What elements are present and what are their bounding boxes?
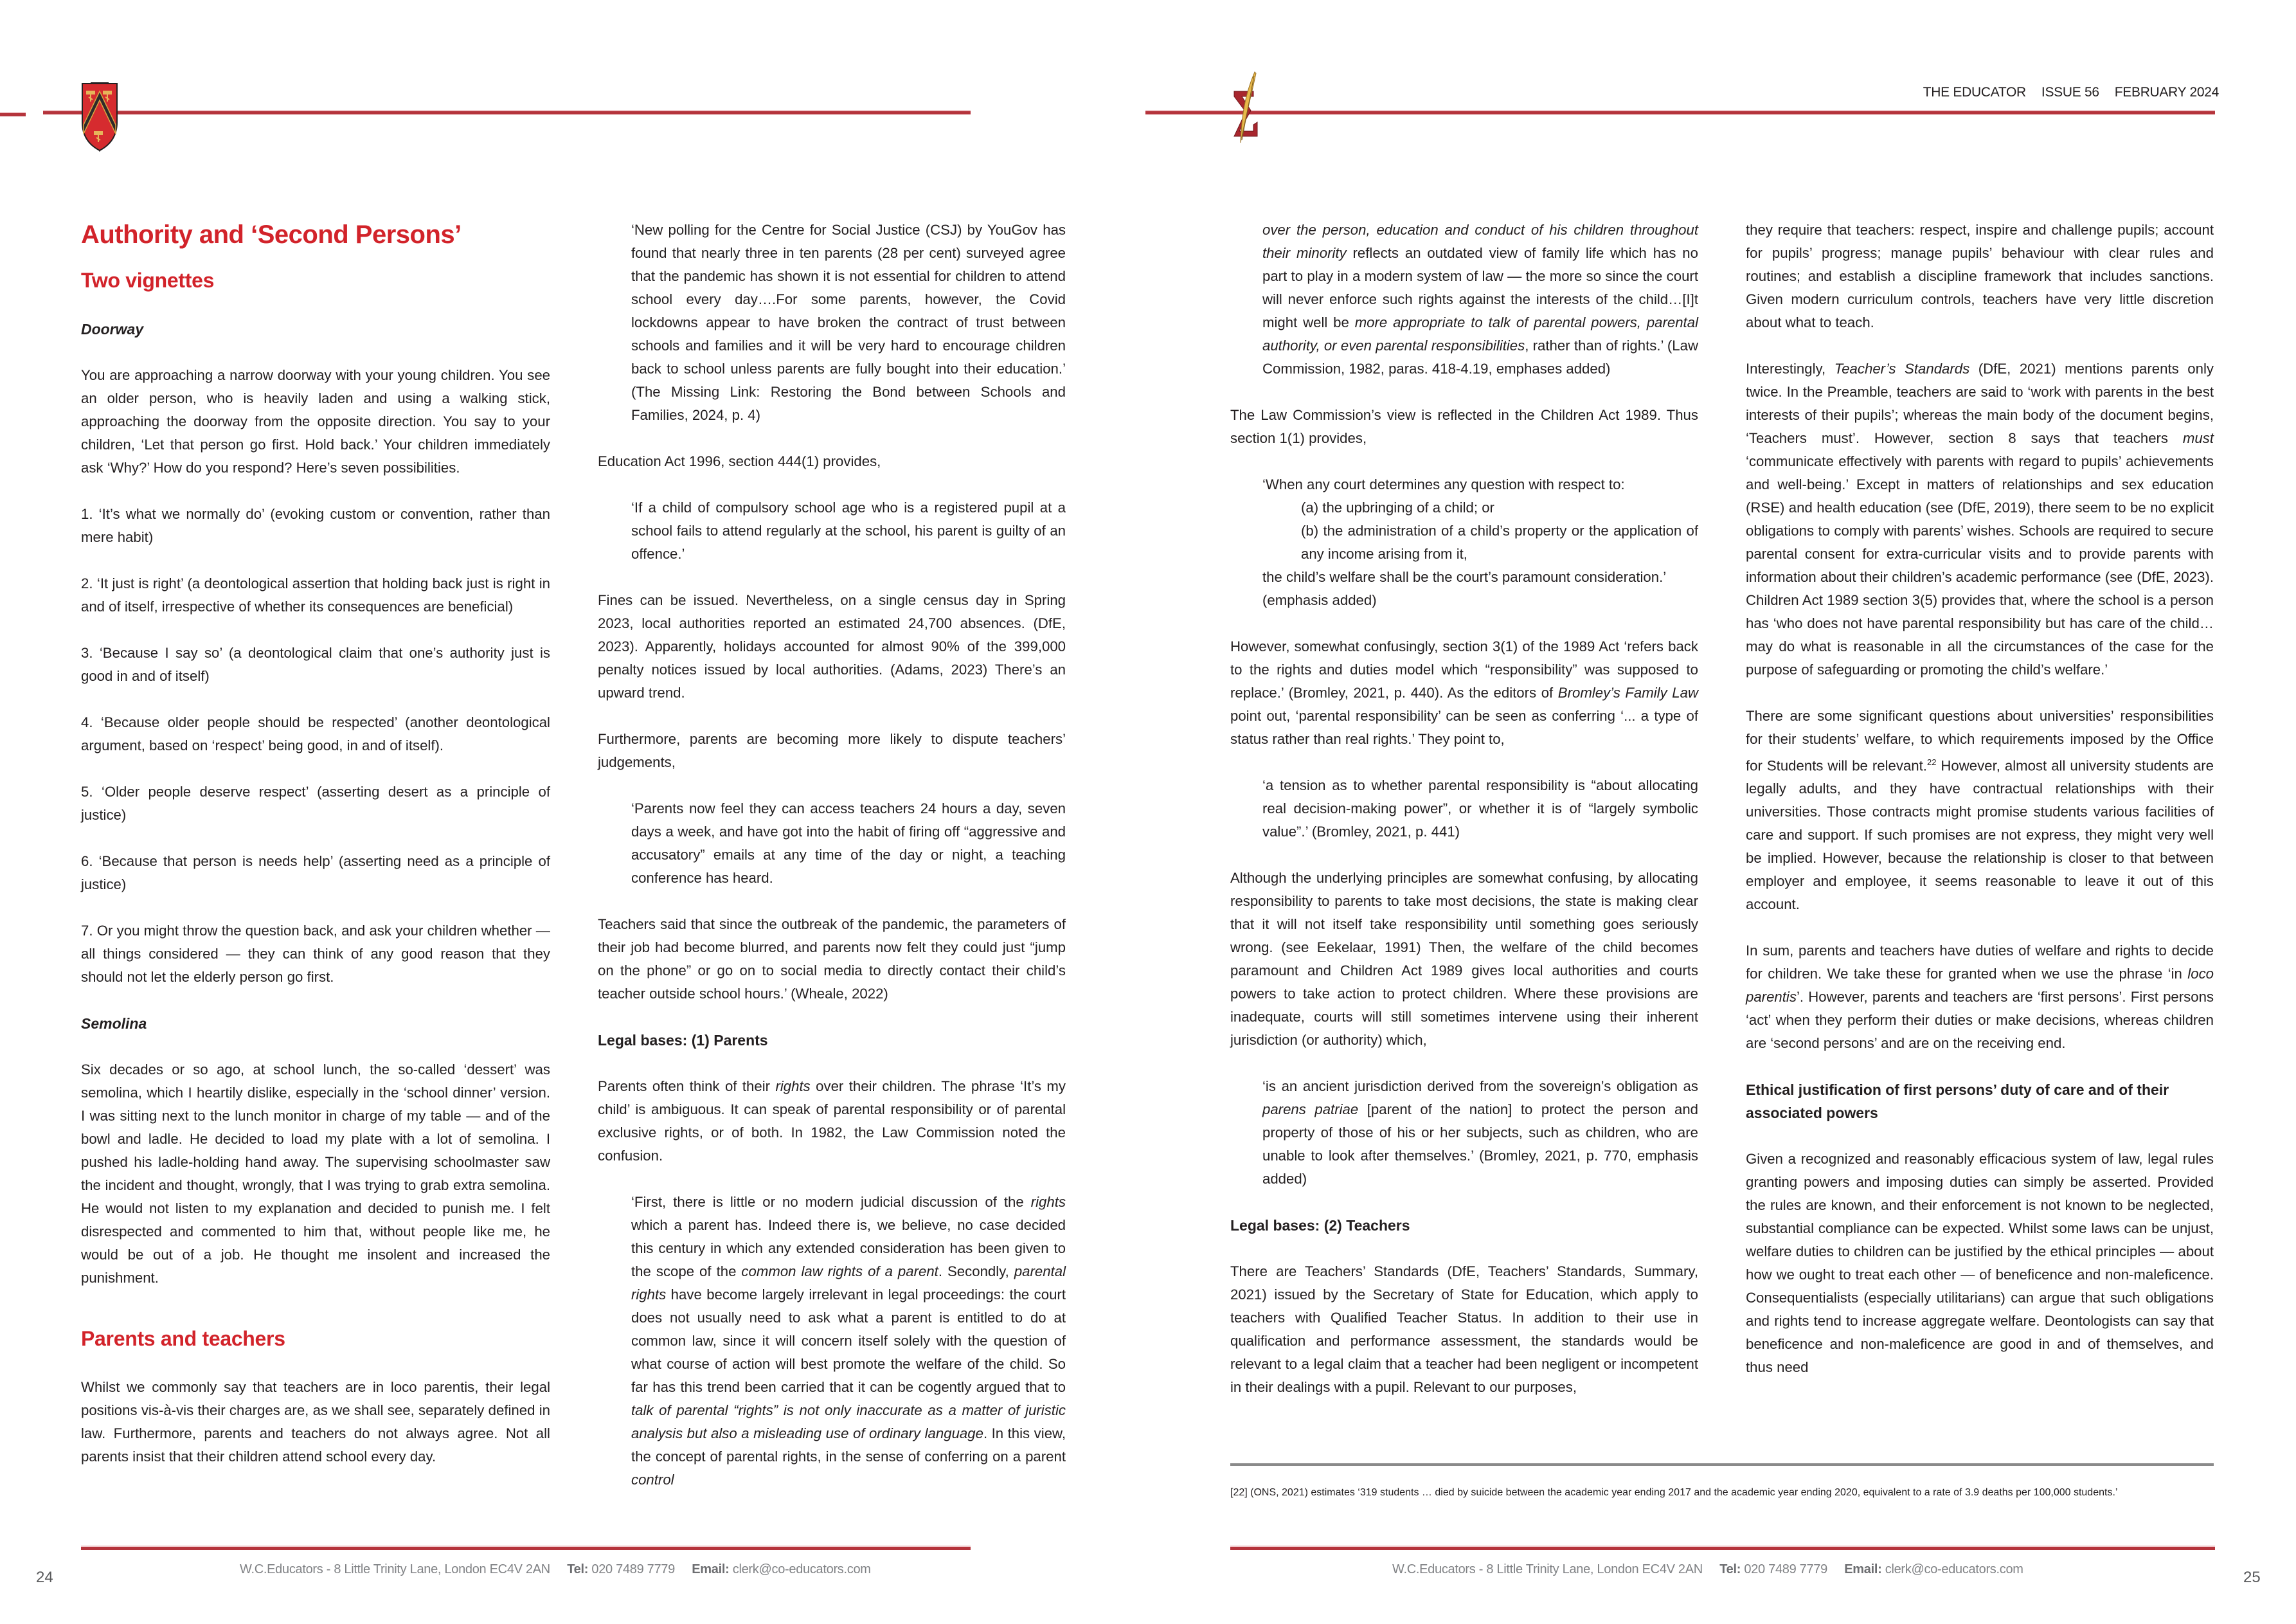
text: However, somewhat confusingly, section 3(1) of the 1989 Act ‘refers back to the rights and duties model which “responsibility” was supposed to replace.’ (Bromley, 2021, p. 440). As the editors of (1230, 638, 1698, 701)
quote-law-commission (598, 1191, 1066, 1492)
header-rule-right (1145, 111, 2215, 114)
header-rule-left-stub (0, 113, 26, 116)
law-commission-view: The Law Commission’s view is reflected in the Children Act 1989. Thus section 1(1) provides, (1230, 407, 1698, 446)
text: (DfE, 2021) mentions parents only twice. In the Preamble, teachers are said to ‘work with parents in the best interests of their pupils’; whereas the main body of the document begins, ‘Teachers must’. However, section 8 says that teachers (1746, 361, 2214, 446)
text: point out, ‘parental responsibility’ can be seen as conferring ‘... a type of status rather than real rights.’ They point to, (1230, 708, 1698, 747)
although-paragraph: Although the underlying principles are somewhat confusing, by allocating responsibility to parents to take most decisions, the state is making clear that it will not itself take responsibility until something goes seriously wrong. (see Eekelaar, 1991) Then, the welfare of the child becomes paramount and Children Act 1989 gives local authorities and courts powers to take action to protect children. Where these provisions are inadequate, courts will still sometimes intervene using their inherent jurisdiction (or authority) which, (1230, 870, 1698, 1048)
subheading-doorway: Doorway (81, 321, 144, 338)
text: reflects an outdated view of family life which has no part to play in a modern system of law — the more so since the court will never enforce such rights against the interests of the child…[I]t might well be (1262, 245, 1698, 330)
doorway-item-4: 4. ‘Because older people should be respected’ (another deontological argument, based on ‘respect’ being good, in and of itself). (81, 714, 550, 753)
semolina-text: Six decades or so ago, at school lunch, the so-called ‘dessert’ was semolina, which I heartily dislike, especially in the ‘school dinner’ version. I was sitting next to the lunch monitor in charge of my table — and of the bowl and ladle. He decided to load my plate with a lot of semolina. I pushed his ladle-holding hand away. The supervising schoolmaster saw the incident and thought, wrongly, that I was trying to grab extra semolina. He would not listen to my explanation and decided to punish me. I felt disrespected and commented to him that, without people like me, he would be out of a job. He thought me insolent and increased the punishment. (81, 1061, 550, 1286)
emphasis: control (631, 1472, 674, 1488)
section-heading-two-vignettes: Two vignettes (81, 269, 215, 292)
text: ‘First, there is little or no modern judicial discussion of the (631, 1194, 1031, 1210)
quote-tension: ‘a tension as to whether parental responsibility is “about allocating real decision-making power”, or whether it is of “largely symbolic value”.’ (Bromley, 2021, p. 441) (1262, 777, 1698, 840)
quote-parents-access: ‘Parents now feel they can access teachers 24 hours a day, seven days a week, and have got into the habit of firing off “aggressive and accusatory” emails at any time of the day or night, a teaching conference has heard. (631, 800, 1066, 886)
text: However, almost all university students are legally adults, and they have contractual relationships with their universities. Those contracts might promise students various facilities of care and support. If such promises are not express, they might very well be implied. However, because the relationship is closer to that between employer and employee, it seems reasonable to leave it out of this account. (1746, 757, 2214, 913)
quote-law-commission-cont (1230, 219, 1698, 381)
emphasis: rights (1030, 1194, 1066, 1210)
footnote-ref-22[interactable]: 22 (1926, 757, 1937, 767)
column-4 (1746, 219, 2214, 1402)
column-3 (1230, 219, 1698, 1422)
emphasis: more appropriate to talk of parental powers, parental authority, or even parental responsibilities (1262, 314, 1698, 354)
footer-email-label: Email: (1844, 1562, 1882, 1576)
heading-legal-bases-teachers: Legal bases: (2) Teachers (1230, 1217, 1410, 1234)
text: ’. However, parents and teachers are ‘first persons’. First persons ‘act’ when they perform their duties or make decisions, whereas children are ‘second persons’ and are on the receiving end. (1746, 989, 2214, 1052)
doorway-item-6: 6. ‘Because that person is needs help’ (asserting need as a principle of justice) (81, 853, 550, 892)
footer-address: W.C.Educators - 8 Little Trinity Lane, London EC4V 2AN (240, 1562, 550, 1576)
text: Interestingly, (1746, 361, 1834, 377)
universities-paragraph (1746, 705, 2214, 916)
text: Parents often think of their (598, 1078, 776, 1094)
doorway-item-5: 5. ‘Older people deserve respect’ (asserting desert as a principle of justice) (81, 784, 550, 823)
given-paragraph: Given a recognized and reasonably efficacious system of law, legal rules granting powers and imposing duties can simply be asserted. Provided the rules are known, and their enforcement is not known to be neglected, substantial compliance can be expected. Whilst some laws can be unjust, welfare duties to children can be justified by the ethical principles — about how we ought to treat each other — of beneficence and non-maleficence. Consequentialists (especially utilitarians) can argue that such obligations and rights tend to increase aggregate welfare. Deontologists can say that beneficence and non-maleficence are good in and of themselves, and thus need (1746, 1151, 2214, 1376)
footer-rule-left (81, 1547, 971, 1550)
emphasis: must (2182, 430, 2214, 446)
emphasis: parental rights (631, 1263, 1066, 1303)
fines-paragraph: Fines can be issued. Nevertheless, on a single census day in Spring 2023, local authorities reported an estimated 24,700 absences. (DfE, 2023). Apparently, holidays accounted for almost 90% of the 399,000 penalty notices issued by local authorities. (Adams, 2023) There’s an upward trend. (598, 592, 1066, 701)
text: In sum, parents and teachers have duties of welfare and rights to decide for children. We take these for granted when we use the phrase ‘in (1746, 943, 2214, 982)
section-1-intro: ‘When any court determines any question with respect to: (1262, 476, 1625, 492)
footnote-divider (1230, 1463, 2214, 1466)
text: [parent of the nation] to protect the person and property of those of his or her subjects, such as children, who are unable to look after themselves.’ (Bromley, 2021, p. 770, emphasis added) (1262, 1101, 1698, 1187)
page-number-left: 24 (36, 1569, 53, 1586)
text: which a parent has. Indeed there is, we believe, no case decided this century in which any extended consideration has been given to the scope of the (631, 1217, 1066, 1279)
footer-tel: 020 7489 7779 (591, 1562, 675, 1576)
column-1 (81, 219, 550, 1492)
emphasis: common law rights of a parent (741, 1263, 938, 1279)
text: , rather than of rights.’ (Law Commission, 1982, paras. 418-4.19, emphases added) (1262, 338, 1698, 377)
parents-teachers-intro: Whilst we commonly say that teachers are in loco parentis, their legal positions vis-à-vis their charges are, as we shall see, separately defined in law. Furthermore, parents and teachers do not always agree. Not all parents insist that their children attend school every day. (81, 1379, 550, 1465)
masthead (1923, 85, 2219, 100)
in-sum-paragraph (1746, 939, 2214, 1055)
article-title: Authority and ‘Second Persons’ (81, 221, 462, 249)
footer-tel-label: Tel: (1719, 1562, 1741, 1576)
emphasis: loco parentis (1746, 966, 2214, 1006)
require-paragraph: they require that teachers: respect, inspire and challenge pupils; account for pupils’ progress; manage pupils’ behaviour with clear rules and routines; and establish a discipline framework that includes sanctions. Given modern curriculum controls, teachers have very little discretion about what to teach. (1746, 222, 2214, 330)
quote-ancient-jurisdiction (1230, 1075, 1698, 1191)
section-1-item-b: (b) the administration of a child’s property or the application of any income arising from it, (1301, 523, 1698, 562)
footer-tel-label: Tel: (567, 1562, 589, 1576)
footnote-22: [22] (ONS, 2021) estimates ‘319 students … died by suicide between the academic year ending 2017 and the academic year ending 2020, equivalent to a rate of 3.9 deaths per 100,000 students.’ (1230, 1487, 2118, 1498)
footer-tel: 020 7489 7779 (1744, 1562, 1827, 1576)
text: . Secondly, (938, 1263, 1014, 1279)
teachers-said-paragraph: Teachers said that since the outbreak of the pandemic, the parameters of their job had become blurred, and parents now felt they could just “jump on the phone” or go on to social media to directly contact their child’s teacher outside school hours.’ (Wheale, 2022) (598, 916, 1066, 1002)
education-act-intro: Education Act 1996, section 444(1) provides, (598, 453, 881, 469)
text: . In this view, the concept of parental rights, in the sense of conferring on a parent (631, 1425, 1066, 1465)
section-1-item-a: (a) the upbringing of a child; or (1301, 500, 1494, 516)
subheading-semolina: Semolina (81, 1015, 147, 1032)
heading-legal-bases-parents: Legal bases: (1) Parents (598, 1032, 768, 1049)
header-rule-left (43, 111, 971, 114)
text: There are some significant questions about universities’ responsibilities for their students’ welfare, to which requirements imposed by the Office for Students will be relevant. (1746, 708, 2214, 774)
column-2 (598, 219, 1066, 1515)
footer-email-link[interactable]: clerk@co-educators.com (1885, 1562, 2023, 1576)
doorway-item-7: 7. Or you might throw the question back, and ask your children whether — all things considered — they can think of any good reason that they should not let the elderly person go first. (81, 923, 550, 985)
text: over their children. The phrase ‘It’s my child’ is ambiguous. It can speak of parental responsibility or of parental exclusive rights, or of both. In 1982, the Law Commission noted the confusion. (598, 1078, 1066, 1164)
issue-number: ISSUE 56 (2041, 85, 2099, 100)
footer-address: W.C.Educators - 8 Little Trinity Lane, London EC4V 2AN (1392, 1562, 1703, 1576)
footer-email-label: Email: (692, 1562, 730, 1576)
doorway-item-1: 1. ‘It’s what we normally do’ (evoking custom or convention, rather than mere habit) (81, 506, 550, 545)
text: have become largely irrelevant in legal proceedings: the court does not usually need to ask what a parent is entitled to do at common law, since it will concern itself solely with the question of what course of action will best promote the welfare of the child. So far has this trend been carried that it can be cogently argued that to (631, 1286, 1066, 1395)
text: ‘communicate effectively with parents with regard to pupils’ achievements and well-being.’ Except in matters of relationships and sex education (RSE) and health education (see (DfE, 2019), there seem to be no explicit obligations to comply with parents’ wishes. Schools are required to secure parental consent for extra-curricular visits and to provide parents with information about their children’s academic performance (see (DfE, 2023). Children Act 1989 section 3(5) provides that, where the school is a person has ‘who does not have parental responsibility but has care of the child…may do what is reasonable in all the circumstances of the case for the purpose of safeguarding or promoting the child’s welfare.’ (1746, 453, 2214, 678)
doorway-item-3: 3. ‘Because I say so’ (a deontological claim that one’s authority just is good in and of itself) (81, 645, 550, 684)
section-1-end: the child’s welfare shall be the court’s paramount consideration.’ (1262, 569, 1667, 585)
publication-name: THE EDUCATOR (1923, 85, 2026, 100)
interestingly-paragraph (1746, 357, 2214, 681)
emphasis: over the person, education and conduct of his children throughout their minority (1262, 222, 1698, 261)
section-1-note: (emphasis added) (1262, 592, 1377, 608)
text: ‘is an ancient jurisdiction derived from the sovereign’s obligation as (1262, 1078, 1698, 1094)
teachers-standards-paragraph: There are Teachers’ Standards (DfE, Teachers’ Standards, Summary, 2021) issued by the Secretary of State for Education, which apply to teachers with Qualified Teacher Status. In addition to their use in qualification and performance assessment, the standards would be relevant to a legal claim that a teacher had been negligent or incompetent in their dealings with a pupil. Relevant to our purposes, (1230, 1263, 1698, 1395)
section-heading-parents-teachers: Parents and teachers (81, 1327, 285, 1350)
quote-csj: ‘New polling for the Centre for Social Justice (CSJ) by YouGov has found that nearly three in ten parents (28 per cent) surveyed agree that the pandemic has shown it is not essential for children to attend school every day….For some parents, however, the Covid lockdowns appear to have broken the contract of trust between schools and families and it will be very hard to encourage children back to school unless parents are fully bought into their education.’ (The Missing Link: Restoring the Bond between Schools and Families, 2024, p. 4) (631, 222, 1066, 423)
however-paragraph (1230, 635, 1698, 751)
footer-contact-left (240, 1562, 871, 1577)
issue-date: FEBRUARY 2024 (2114, 85, 2219, 100)
quote-section-444: ‘If a child of compulsory school age who is a registered pupil at a school fails to attend regularly at the school, his parent is guilty of an offence.’ (631, 500, 1066, 562)
heading-ethical-justification: Ethical justification of first persons’ duty of care and of their associated powers (1746, 1081, 2169, 1122)
quill-monogram-icon (1228, 71, 1264, 145)
shield-crest-icon (81, 82, 118, 152)
doorway-item-2: 2. ‘It just is right’ (a deontological assertion that holding back just is right in and of itself, irrespective of whether its consequences are beneficial) (81, 575, 550, 615)
furthermore-paragraph: Furthermore, parents are becoming more likely to dispute teachers’ judgements, (598, 731, 1066, 770)
emphasis: talk of parental “rights” is not only inaccurate as a matter of juristic analysis but also a misleading use of ordinary language (631, 1402, 1066, 1441)
emphasis: rights (775, 1078, 811, 1094)
footer-contact-right (1392, 1562, 2023, 1577)
page-number-right: 25 (2243, 1569, 2261, 1586)
emphasis: Teacher’s Standards (1834, 361, 1970, 377)
emphasis: Bromley’s Family Law (1557, 685, 1698, 701)
footer-rule-right (1230, 1547, 2215, 1550)
parents-rights-paragraph (598, 1075, 1066, 1168)
doorway-intro: You are approaching a narrow doorway with your young children. You see an older person, who is heavily laden and using a walking stick, approaching the doorway from the opposite direction. You say to your children, ‘Let that person go first. Hold back.’ Your children immediately ask ‘Why?’ How do you respond? Here’s seven possibilities. (81, 367, 550, 476)
footer-email-link[interactable]: clerk@co-educators.com (732, 1562, 871, 1576)
emphasis: parens patriae (1262, 1101, 1359, 1117)
